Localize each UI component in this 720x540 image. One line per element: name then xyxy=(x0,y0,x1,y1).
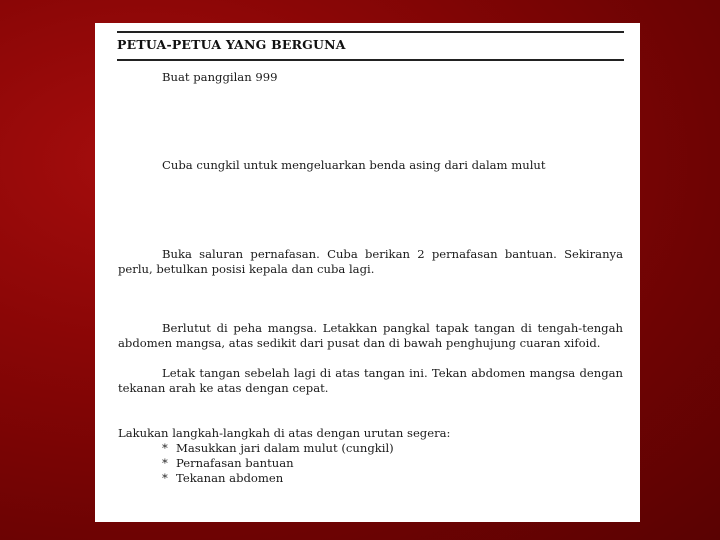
paragraph-press-abdomen: Letak tangan sebelah lagi di atas tangan ini. Tekan abdomen mangsa dengan tekanan arah ke atas dengan cepat. xyxy=(118,366,623,395)
paragraph-kneel-position: Berlutut di peha mangsa. Letakkan pangkal tapak tangan di tengah-tengah abdomen mangsa, atas sedikit dari pusat dan di bawah penghujung cuaran xifoid. xyxy=(118,321,623,350)
bullet-marker: * xyxy=(162,471,168,485)
paragraph-open-airway: Buka saluran pernafasan. Cuba berikan 2 pernafasan bantuan. Sekiranya perlu, betulkan posisi kepala dan cuba lagi. xyxy=(118,247,623,276)
top-rule xyxy=(117,31,624,33)
bullet-marker: * xyxy=(162,456,168,470)
steps-list xyxy=(162,441,394,486)
paragraph-remove-object: Cuba cungkil untuk mengeluarkan benda asing dari dalam mulut xyxy=(162,158,546,172)
document-page xyxy=(95,23,640,522)
bullet-marker: * xyxy=(162,441,168,455)
summary-intro: Lakukan langkah-langkah di atas dengan urutan segera: xyxy=(118,426,451,440)
heading-rule xyxy=(117,59,624,61)
list-item: * Pernafasan bantuan xyxy=(162,456,294,470)
list-item: * Tekanan abdomen xyxy=(162,471,284,485)
paragraph-call-999: Buat panggilan 999 xyxy=(162,70,278,84)
document-heading: PETUA-PETUA YANG BERGUNA xyxy=(117,37,346,52)
list-item: * Masukkan jari dalam mulut (cungkil) xyxy=(162,441,394,455)
